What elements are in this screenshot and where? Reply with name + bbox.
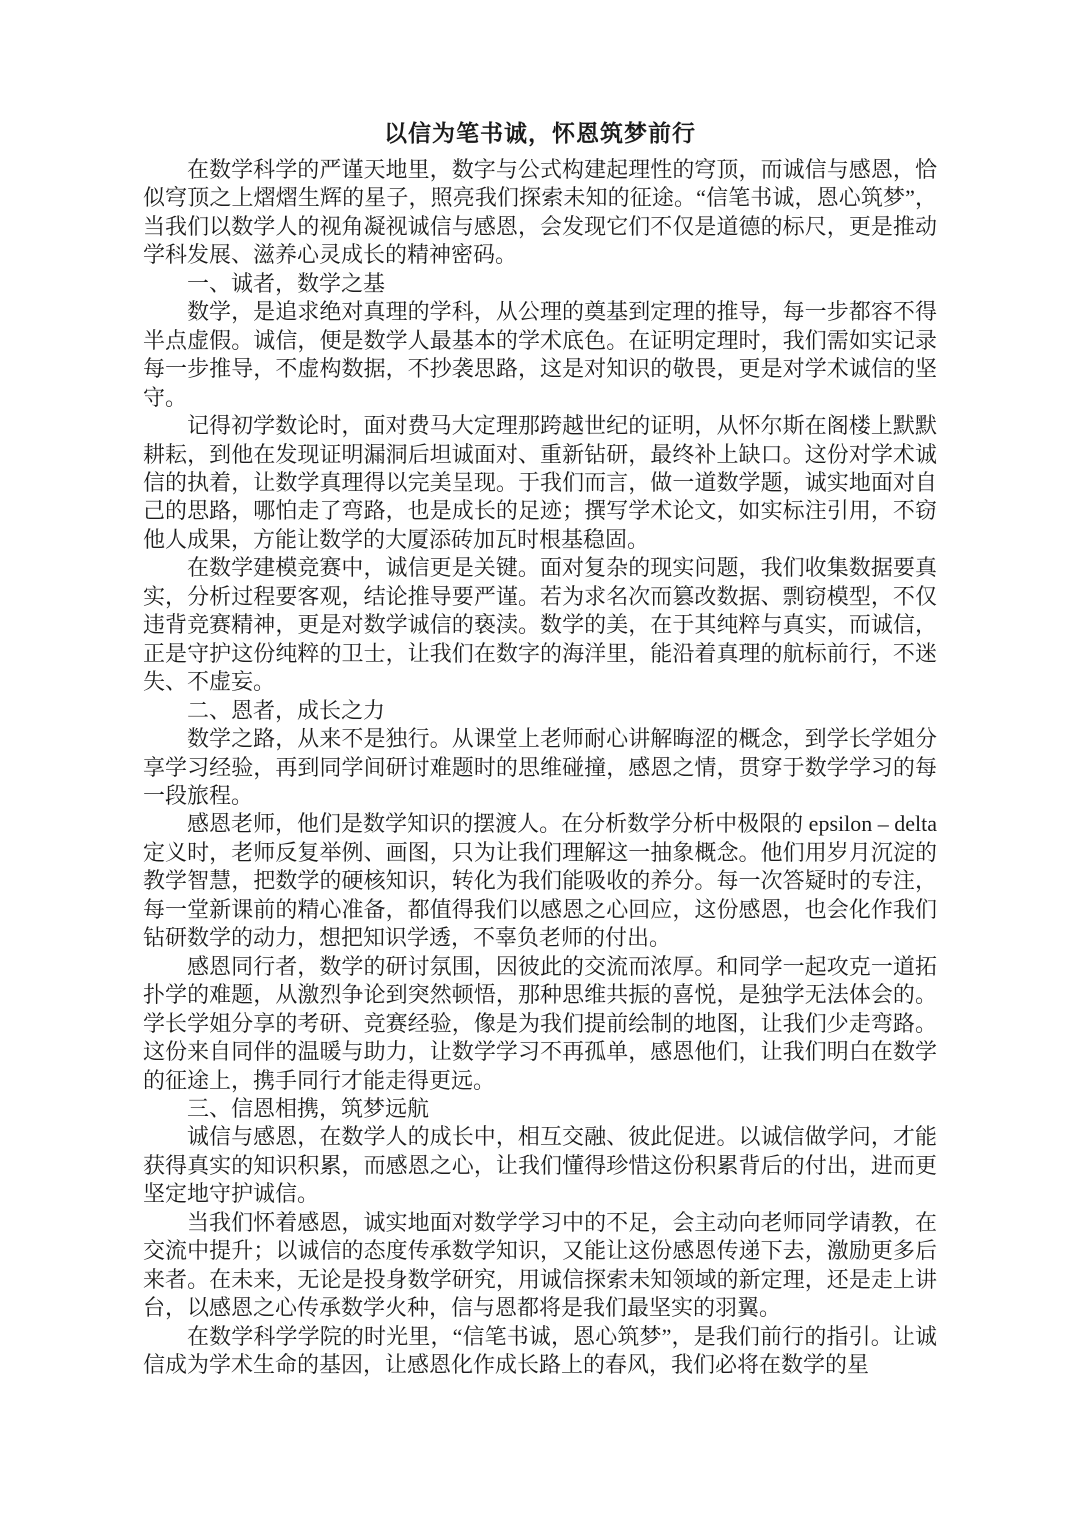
body-paragraph: 诚信与感恩，在数学人的成长中，相互交融、彼此促进。以诚信做学问，才能获得真实的知识积累，而感恩之心，让我们懂得珍惜这份积累背后的付出，进而更坚定地守护诚信。 [143, 1124, 937, 1207]
section-heading: 三、信恩相携，筑梦远航 [187, 1095, 430, 1121]
body-paragraph: 感恩老师，他们是数学知识的摆渡人。在分析数学分析中极限的 epsilon – delta 定义时，老师反复举例、画图，只为让我们理解这一抽象概念。他们用岁月沉淀的教学智慧，把数学的硬核知识，转化为我们能吸收的养分。每一次答疑时的专注，每一堂新课前的精心准备，都值得我们以感恩之心回应，这份感恩，也会化作我们钻研数学的动力，想把知识学透，不辜负老师的付出。 [143, 811, 937, 951]
document-body [143, 156, 937, 1379]
body-paragraph: 在数学科学的严谨天地里，数字与公式构建起理性的穹顶，而诚信与感恩，恰似穹顶之上熠熠生辉的星子，照亮我们探索未知的征途。“信笔书诚，恩心筑梦”，当我们以数学人的视角凝视诚信与感恩，会发现它们不仅是道德的标尺，更是推动学科发展、滋养心灵成长的精神密码。 [143, 157, 937, 268]
document-title: 以信为笔书诚，怀恩筑梦前行 [384, 121, 696, 146]
body-paragraph: 数学，是追求绝对真理的学科，从公理的奠基到定理的推导，每一步都容不得半点虚假。诚信，便是数学人最基本的学术底色。在证明定理时，我们需如实记录每一步推导，不虚构数据，不抄袭思路，这是对知识的敬畏，更是对学术诚信的坚守。 [143, 299, 937, 410]
body-paragraph: 当我们怀着感恩，诚实地面对数学学习中的不足，会主动向老师同学请教，在交流中提升；以诚信的态度传承数学知识，又能让这份感恩传递下去，激励更多后来者。在未来，无论是投身数学研究，用诚信探索未知领域的新定理，还是走上讲台，以感恩之心传承数学火种，信与恩都将是我们最坚实的羽翼。 [143, 1209, 937, 1321]
section-heading: 一、诚者，数学之基 [187, 270, 386, 296]
section-heading: 二、恩者，成长之力 [187, 697, 386, 723]
body-paragraph: 在数学科学学院的时光里，“信笔书诚，恩心筑梦”，是我们前行的指引。让诚信成为学术生命的基因，让感恩化作成长路上的春风，我们必将在数学的星 [143, 1323, 937, 1378]
body-paragraph: 数学之路，从来不是独行。从课堂上老师耐心讲解晦涩的概念，到学长学姐分享学习经验，再到同学间研讨难题时的思维碰撞，感恩之情，贯穿于数学学习的每一段旅程。 [143, 726, 937, 808]
body-paragraph: 感恩同行者，数学的研讨氛围，因彼此的交流而浓厚。和同学一起攻克一道拓扑学的难题，从激烈争论到突然顿悟，那种思维共振的喜悦，是独学无法体会的。学长学姐分享的考研、竞赛经验，像是为我们提前绘制的地图，让我们少走弯路。这份来自同伴的温暖与助力，让数学学习不再孤单，感恩他们，让我们明白在数学的征途上，携手同行才能走得更远。 [143, 953, 937, 1093]
body-paragraph: 记得初学数论时，面对费马大定理那跨越世纪的证明，从怀尔斯在阁楼上默默耕耘，到他在发现证明漏洞后坦诚面对、重新钻研，最终补上缺口。这份对学术诚信的执着，让数学真理得以完美呈现。于我们而言，做一道数学题，诚实地面对自己的思路，哪怕走了弯路，也是成长的足迹；撰写学术论文，如实标注引用，不窃他人成果，方能让数学的大厦添砖加瓦时根基稳固。 [143, 413, 937, 552]
body-paragraph: 在数学建模竞赛中，诚信更是关键。面对复杂的现实问题，我们收集数据要真实，分析过程要客观，结论推导要严谨。若为求名次而篡改数据、剽窃模型，不仅违背竞赛精神，更是对数学诚信的亵渎。数学的美，在于其纯粹与真实，而诚信，正是守护这份纯粹的卫士，让我们在数字的海洋里，能沿着真理的航标前行，不迷失、不虚妄。 [143, 555, 937, 695]
